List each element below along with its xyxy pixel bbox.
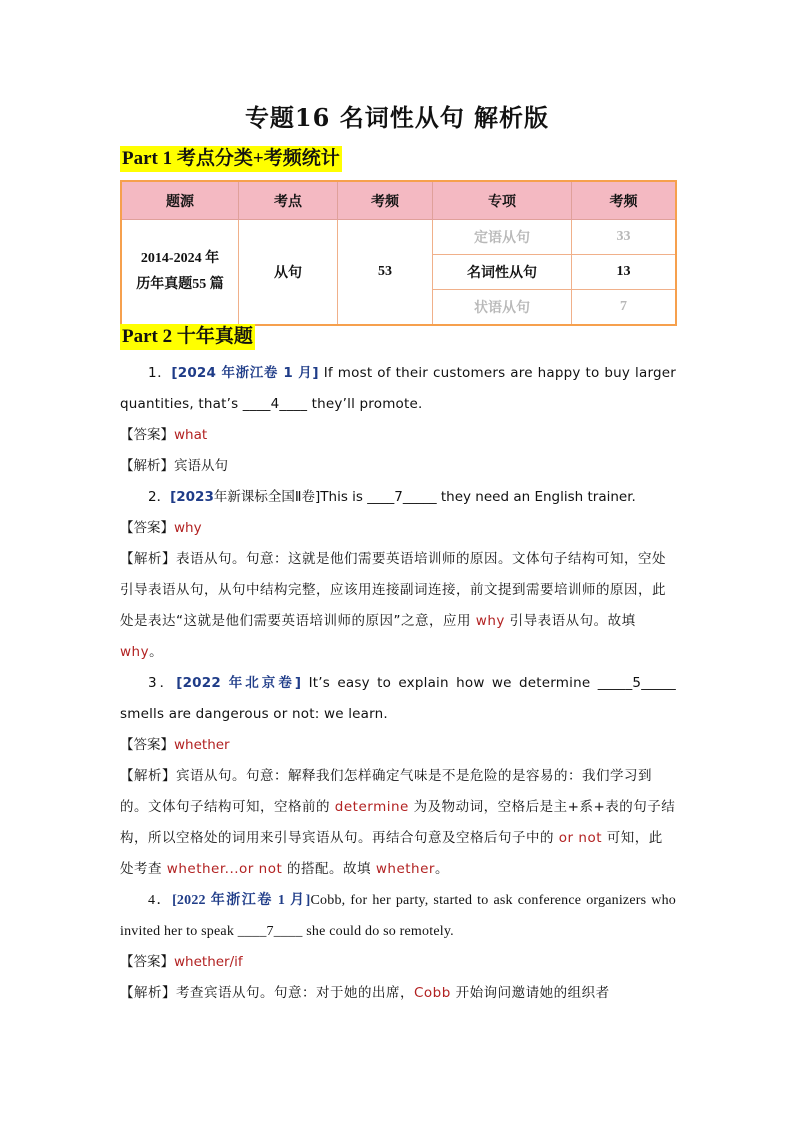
- question-blank: _____5_____: [597, 675, 676, 691]
- kaodian-cell: 从句: [239, 220, 338, 326]
- analysis-keyword: why: [120, 644, 150, 660]
- analysis-keyword: why: [475, 613, 505, 629]
- header-item: 专项: [433, 181, 572, 220]
- question-source: [2022 年北京卷]: [176, 675, 302, 691]
- header-freq: 考频: [338, 181, 433, 220]
- question-text: they’ll promote.: [307, 396, 423, 412]
- question-text: This is: [320, 489, 368, 505]
- analysis-1: [120, 451, 676, 482]
- question-source: [2023: [170, 489, 214, 505]
- analysis-keyword: whether: [375, 861, 435, 877]
- question-number: 1．: [148, 365, 172, 381]
- header-source: 题源: [121, 181, 239, 220]
- question-number: 4．: [148, 893, 173, 908]
- table-row: [121, 220, 676, 255]
- question-number: 3．: [148, 675, 177, 691]
- analysis-text: 宾语从句。句意：解释我们怎样确定气味是不是危险的是容易的：我们学习到的。文体句子结构可知，空格前的: [120, 768, 652, 815]
- analysis-4: [120, 978, 676, 1009]
- analysis-text: 宾语从句: [174, 458, 228, 474]
- table-header-row: [121, 181, 676, 220]
- analysis-keyword: determine: [334, 799, 409, 815]
- answer-3: [120, 730, 676, 761]
- answer-label: 【答案】: [120, 427, 174, 443]
- question-source: [2022 年浙江卷 1 月]: [172, 893, 311, 908]
- analysis-text: 开始询问邀请她的组织者: [450, 985, 610, 1001]
- header-item-freq: 考频: [572, 181, 677, 220]
- analysis-text: 引导表语从句。故填: [504, 613, 636, 629]
- question-text: It’s easy to explain how we determine: [301, 675, 598, 691]
- freq-cell: 53: [338, 220, 433, 326]
- analysis-text: 为及物动词，空格后是主+系+表的句子结构，所以空格处的词用来引导宾语从句。再结合句意及空格后句子中的: [120, 799, 676, 846]
- analysis-label: 【解析】: [120, 458, 174, 474]
- part2-heading: Part 2 十年真题: [120, 324, 255, 350]
- question-blank: ____7____: [237, 924, 303, 939]
- question-blank: ____7_____: [367, 489, 437, 505]
- analysis-label: 【解析】: [120, 768, 176, 784]
- question-2: [120, 482, 676, 513]
- answer-2: [120, 513, 676, 544]
- frequency-table: [120, 180, 677, 326]
- question-4: [120, 885, 676, 947]
- analysis-keyword: or not: [558, 830, 603, 846]
- answer-1: [120, 420, 676, 451]
- answer-value: why: [174, 520, 202, 536]
- question-text: Cobb, for her party, started to ask conference organizers who invited her to speak: [120, 893, 676, 939]
- item-count: 33: [572, 220, 677, 255]
- answer-4: [120, 947, 676, 978]
- question-text: she could do so remotely.: [302, 924, 454, 939]
- question-1: [120, 358, 676, 420]
- item-count: 7: [572, 290, 677, 326]
- analysis-keyword: whether...or not: [166, 861, 283, 877]
- analysis-text: 考查宾语从句。句意：对于她的出席，: [176, 985, 414, 1001]
- item-name: 名词性从句: [433, 255, 572, 290]
- analysis-text: 。: [434, 861, 449, 877]
- source-cell: [121, 220, 239, 326]
- answer-label: 【答案】: [120, 954, 174, 970]
- answer-value: what: [174, 427, 208, 443]
- answer-label: 【答案】: [120, 520, 174, 536]
- page-title: 专题16 名词性从句 解析版: [244, 103, 550, 132]
- source-line2: 历年真题55 篇: [136, 277, 224, 292]
- analysis-text: 的搭配。故填: [282, 861, 376, 877]
- answer-value: whether: [174, 737, 230, 753]
- question-number: 2．: [148, 489, 171, 505]
- question-blank: ____4____: [242, 396, 308, 412]
- analysis-3: [120, 761, 676, 885]
- question-text: smells are dangerous or not: we learn.: [120, 706, 388, 722]
- item-name: 定语从句: [433, 220, 572, 255]
- analysis-text: 。: [149, 644, 164, 660]
- header-kaodian: 考点: [239, 181, 338, 220]
- item-count: 13: [572, 255, 677, 290]
- analysis-label: 【解析】: [120, 551, 176, 567]
- question-source-rest: 年新课标全国Ⅱ卷]: [213, 489, 321, 505]
- analysis-2: [120, 544, 676, 668]
- analysis-label: 【解析】: [120, 985, 176, 1001]
- item-name: 状语从句: [433, 290, 572, 326]
- analysis-text: 表语从句。句意：这就是他们需要英语培训师的原因。文体句子结构可知，空处引导表语从句，从句中结构完整，应该用连接副词连接，前文提到需要培训师的原因，此处是表达“这就是他们需要英语培训师的原因”之意，应用: [120, 551, 666, 629]
- question-text: If most of their customers are happy to buy larger quantities, that’s: [120, 365, 677, 412]
- questions-content: [120, 358, 676, 1009]
- answer-value: whether/if: [174, 954, 243, 970]
- analysis-keyword: Cobb: [414, 985, 451, 1001]
- source-line1: 2014-2024 年: [140, 251, 220, 266]
- question-text: they need an English trainer.: [436, 489, 636, 505]
- answer-label: 【答案】: [120, 737, 174, 753]
- part1-heading: Part 1 考点分类+考频统计: [120, 146, 342, 172]
- question-source: [2024 年浙江卷 1 月]: [171, 365, 319, 381]
- question-3: [120, 668, 676, 730]
- analysis-text: 可知，此处考查: [120, 830, 663, 877]
